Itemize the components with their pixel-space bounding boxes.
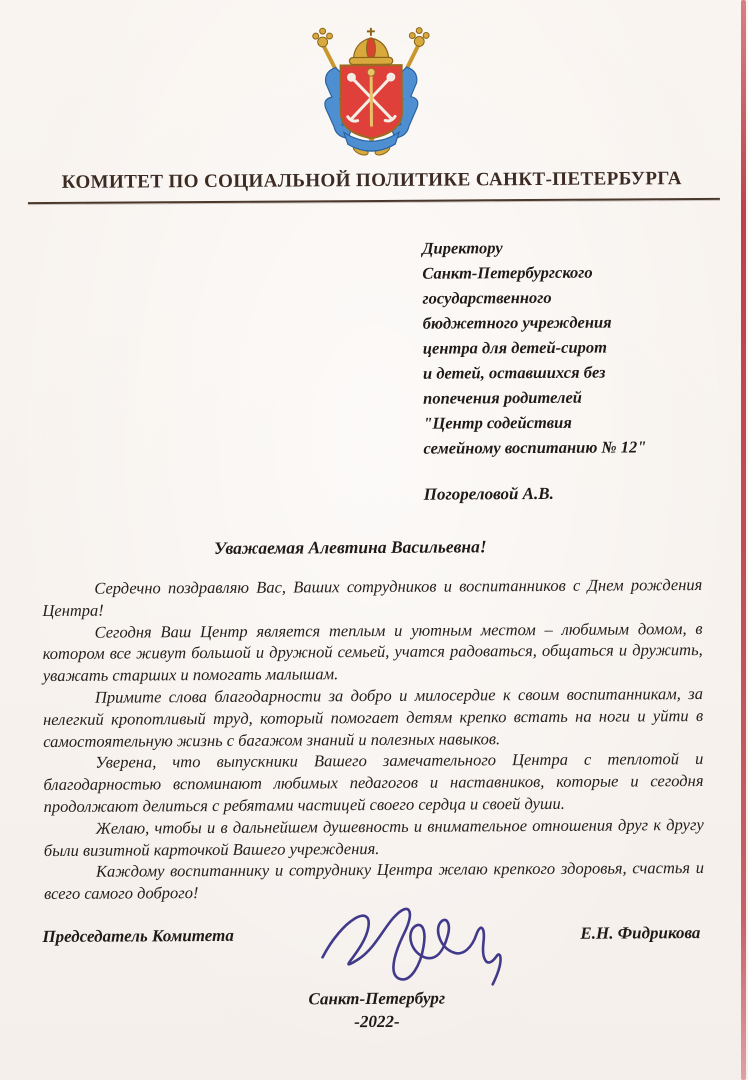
recipient-line: центра для детей-сирот	[422, 337, 608, 358]
footer-city: Санкт-Петербург	[308, 988, 446, 1009]
coat-of-arms-emblem	[292, 20, 451, 159]
photo-edge-red-stripe	[741, 0, 746, 1080]
body-paragraph: Примите слова благодарности за добро и милосердие к своим воспитанникам, за нелегкий кропотливый труд, который помогает детям крепко встать на ноги и уйти в самостоятельную жизнь с багажом знаний и полезных навыков.	[43, 683, 704, 751]
footer-year: -2022-	[354, 1011, 400, 1032]
body-paragraph: Уверена, что выпускники Вашего замечательного Центра с теплотой и благодарностью вспоминают любимых педагогов и наставников, которые и сегодня продолжают делиться с ребятами частицей своего сердца и своей души.	[43, 749, 704, 816]
recipient-line: государственного	[422, 287, 552, 308]
recipient-line: Директору	[422, 238, 503, 258]
recipient-line: Санкт-Петербургского	[422, 262, 593, 283]
emblem-container	[0, 18, 746, 161]
signer-name: Е.Н. Фидрикова	[580, 922, 701, 943]
recipient-line: и детей, оставшихся без	[422, 362, 606, 383]
signer-position-title: Председатель Комитета	[42, 925, 234, 946]
recipient-line: семейному воспитанию № 12"	[423, 437, 647, 458]
body-paragraph: Сердечно поздравляю Вас, Ваших сотрудников и воспитанников с Днем рождения Центра!	[42, 574, 703, 620]
recipient-block	[0, 234, 748, 464]
letter-body	[42, 574, 704, 905]
imperial-crown	[349, 28, 393, 65]
recipient-line: "Центр содействия	[423, 412, 572, 433]
recipient-line: попечения родителей	[423, 387, 582, 408]
body-paragraph: Каждому воспитаннику и сотруднику Центра желаю крепкого здоровья, счастья и всего самого доброго!	[44, 858, 705, 904]
recipient-addressee: Погореловой А.В.	[423, 483, 554, 504]
recipient-line: бюджетного учреждения	[422, 312, 612, 333]
salutation: Уважаемая Алевтина Васильевна!	[213, 536, 487, 558]
handwritten-signature	[314, 896, 515, 997]
organization-title: КОМИТЕТ ПО СОЦИАЛЬНОЙ ПОЛИТИКЕ САНКТ-ПЕТЕРБУРГА	[61, 168, 682, 193]
body-paragraph: Желаю, чтобы и в дальнейшем душевность и внимательное отношения друг к другу были визитной карточкой Вашего учреждения.	[43, 814, 704, 860]
signature-row	[2, 923, 748, 948]
body-paragraph: Сегодня Ваш Центр является теплым и уютным местом – любимым домом, в котором все живут большой и дружной семьей, учатся радоваться, общаться и дружить, уважать старших и помогать малышам.	[42, 618, 703, 686]
header-rule	[28, 198, 720, 204]
red-shield	[341, 65, 403, 138]
